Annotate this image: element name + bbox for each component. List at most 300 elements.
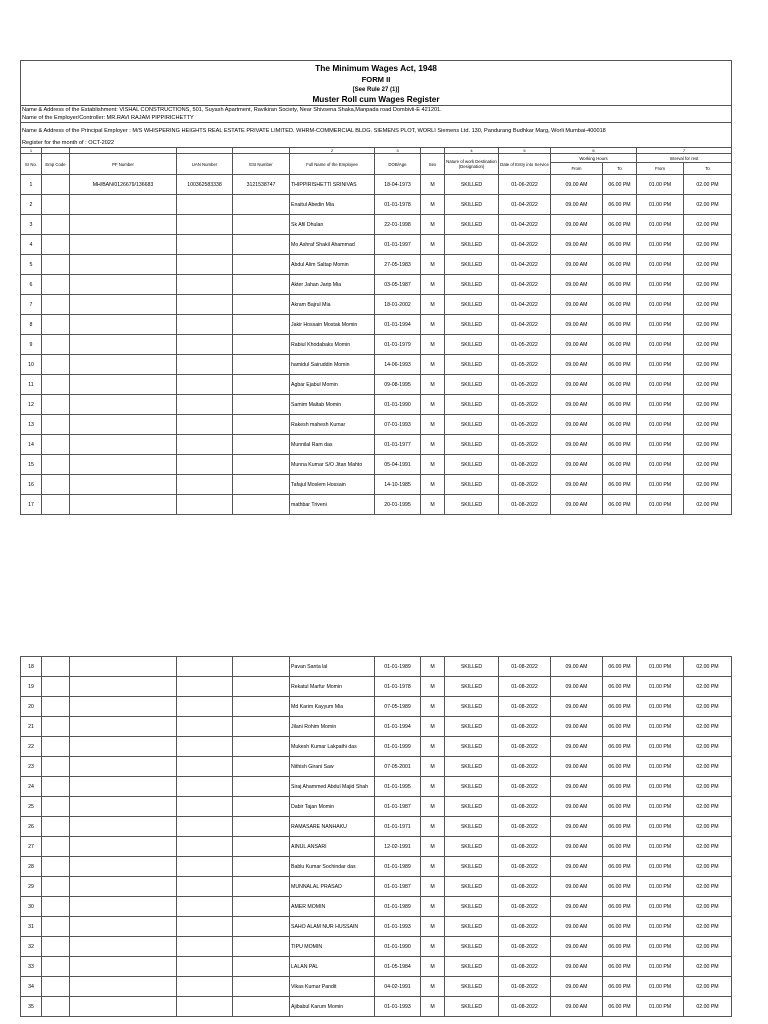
esi-number-cell bbox=[233, 937, 290, 957]
dob-cell: 04-02-1991 bbox=[375, 977, 421, 997]
work-from-cell: 09.00 AM bbox=[551, 797, 603, 817]
table-row bbox=[21, 717, 732, 737]
rest-to-cell: 02.00 PM bbox=[684, 475, 732, 495]
work-from-cell: 09.00 AM bbox=[551, 275, 603, 295]
dob-cell: 18-04-1973 bbox=[375, 175, 421, 195]
nature-of-work-cell: SKILLED bbox=[445, 175, 499, 195]
work-to-cell: 06.00 PM bbox=[603, 897, 637, 917]
pf-number-cell bbox=[70, 215, 177, 235]
emp-code-cell bbox=[42, 295, 70, 315]
esi-number-cell bbox=[233, 195, 290, 215]
esi-number-cell bbox=[233, 977, 290, 997]
date-of-entry-cell: 01-08-2022 bbox=[499, 717, 551, 737]
dob-cell: 01-01-1978 bbox=[375, 195, 421, 215]
date-of-entry-cell: 01-05-2022 bbox=[499, 435, 551, 455]
rest-from-cell: 01.00 PM bbox=[637, 275, 684, 295]
uan-number-cell bbox=[177, 355, 233, 375]
work-to-cell: 06.00 PM bbox=[603, 737, 637, 757]
sex-cell: M bbox=[421, 175, 445, 195]
form-title: FORM II bbox=[21, 74, 732, 85]
dob-cell: 01-01-1978 bbox=[375, 677, 421, 697]
date-of-entry-cell: 01-08-2022 bbox=[499, 957, 551, 977]
work-to-cell: 06.00 PM bbox=[603, 255, 637, 275]
register-title: Muster Roll cum Wages Register bbox=[21, 94, 732, 106]
pf-number-cell bbox=[70, 295, 177, 315]
employee-name-cell: THIPPIRISHETTI SRINIVAS bbox=[290, 175, 375, 195]
pf-number-cell bbox=[70, 375, 177, 395]
pf-number-cell bbox=[70, 235, 177, 255]
nature-of-work-cell: SKILLED bbox=[445, 797, 499, 817]
work-to-cell: 06.00 PM bbox=[603, 355, 637, 375]
work-from-cell: 09.00 AM bbox=[551, 175, 603, 195]
work-to-cell: 06.00 PM bbox=[603, 877, 637, 897]
uan-number-cell bbox=[177, 737, 233, 757]
pf-number-cell bbox=[70, 355, 177, 375]
employee-name-cell: LALAN PAL bbox=[290, 957, 375, 977]
esi-number-cell bbox=[233, 717, 290, 737]
work-from-cell: 09.00 AM bbox=[551, 355, 603, 375]
dob-cell: 01-05-1984 bbox=[375, 957, 421, 977]
work-from-cell: 09.00 AM bbox=[551, 677, 603, 697]
work-to-cell: 06.00 PM bbox=[603, 917, 637, 937]
rest-to-cell: 02.00 PM bbox=[684, 255, 732, 275]
table-row bbox=[21, 175, 732, 195]
esi-number-cell bbox=[233, 215, 290, 235]
work-from-cell: 09.00 AM bbox=[551, 395, 603, 415]
muster-roll-table-page2 bbox=[20, 656, 732, 1017]
emp-code-cell bbox=[42, 455, 70, 475]
esi-number-cell bbox=[233, 315, 290, 335]
nature-of-work-cell: SKILLED bbox=[445, 757, 499, 777]
dob-cell: 12-02-1991 bbox=[375, 837, 421, 857]
work-from-cell: 09.00 AM bbox=[551, 757, 603, 777]
date-of-entry-cell: 01-04-2022 bbox=[499, 275, 551, 295]
emp-code-cell bbox=[42, 395, 70, 415]
uan-number-cell bbox=[177, 997, 233, 1017]
col-header-dob: DOB/Age bbox=[375, 154, 421, 175]
sr-cell: 23 bbox=[21, 757, 42, 777]
pf-number-cell bbox=[70, 255, 177, 275]
date-of-entry-cell: 01-04-2022 bbox=[499, 215, 551, 235]
emp-code-cell bbox=[42, 737, 70, 757]
uan-number-cell bbox=[177, 697, 233, 717]
sr-cell: 8 bbox=[21, 315, 42, 335]
table-row bbox=[21, 235, 732, 255]
emp-code-cell bbox=[42, 837, 70, 857]
work-to-cell: 06.00 PM bbox=[603, 957, 637, 977]
uan-number-cell bbox=[177, 877, 233, 897]
esi-number-cell bbox=[233, 677, 290, 697]
pf-number-cell bbox=[70, 917, 177, 937]
col-header-from: From bbox=[551, 163, 603, 175]
date-of-entry-cell: 01-08-2022 bbox=[499, 737, 551, 757]
table-row bbox=[21, 937, 732, 957]
column-number: 6 bbox=[551, 148, 637, 154]
uan-number-cell bbox=[177, 455, 233, 475]
esi-number-cell bbox=[233, 235, 290, 255]
work-from-cell: 09.00 AM bbox=[551, 857, 603, 877]
emp-code-cell bbox=[42, 495, 70, 515]
nature-of-work-cell: SKILLED bbox=[445, 295, 499, 315]
employee-rows bbox=[21, 657, 732, 1017]
uan-number-cell bbox=[177, 917, 233, 937]
sex-cell: M bbox=[421, 495, 445, 515]
muster-roll-table-page1 bbox=[20, 60, 732, 515]
date-of-entry-cell: 01-08-2022 bbox=[499, 455, 551, 475]
work-from-cell: 09.00 AM bbox=[551, 817, 603, 837]
work-from-cell: 09.00 AM bbox=[551, 315, 603, 335]
date-of-entry-cell: 01-05-2022 bbox=[499, 335, 551, 355]
principal-employer-info: Name & Address of the Principal Employer : M/S WHISPERING HEIGHTS REAL ESTATE PRIVATE LIMITED. WHRM-COMMERCIAL BLDG. SIEMENS PLOT, WORLI Siemens Ltd. 130, Pandurang Budhkar Marg, Worli Mumbai-400018 bbox=[21, 123, 732, 140]
date-of-entry-cell: 01-08-2022 bbox=[499, 475, 551, 495]
esi-number-cell bbox=[233, 897, 290, 917]
sr-cell: 34 bbox=[21, 977, 42, 997]
pf-number-cell bbox=[70, 717, 177, 737]
table-row bbox=[21, 355, 732, 375]
work-to-cell: 06.00 PM bbox=[603, 175, 637, 195]
sr-cell: 31 bbox=[21, 917, 42, 937]
esi-number-cell bbox=[233, 917, 290, 937]
rest-to-cell: 02.00 PM bbox=[684, 897, 732, 917]
uan-number-cell bbox=[177, 837, 233, 857]
dob-cell: 01-01-1994 bbox=[375, 717, 421, 737]
rest-to-cell: 02.00 PM bbox=[684, 697, 732, 717]
work-from-cell: 09.00 AM bbox=[551, 937, 603, 957]
sr-cell: 4 bbox=[21, 235, 42, 255]
nature-of-work-cell: SKILLED bbox=[445, 777, 499, 797]
esi-number-cell bbox=[233, 797, 290, 817]
nature-of-work-cell: SKILLED bbox=[445, 877, 499, 897]
sex-cell: M bbox=[421, 737, 445, 757]
col-header-emp-code: Emp Code bbox=[42, 154, 70, 175]
nature-of-work-cell: SKILLED bbox=[445, 717, 499, 737]
rest-from-cell: 01.00 PM bbox=[637, 997, 684, 1017]
uan-number-cell bbox=[177, 195, 233, 215]
dob-cell: 01-01-1999 bbox=[375, 737, 421, 757]
sr-cell: 32 bbox=[21, 937, 42, 957]
esi-number-cell bbox=[233, 817, 290, 837]
table-row bbox=[21, 215, 732, 235]
rest-from-cell: 01.00 PM bbox=[637, 937, 684, 957]
rest-from-cell: 01.00 PM bbox=[637, 897, 684, 917]
sex-cell: M bbox=[421, 455, 445, 475]
work-to-cell: 06.00 PM bbox=[603, 195, 637, 215]
employee-name-cell: Munnilal Ram das bbox=[290, 435, 375, 455]
employer-info: Name of the Employer/Controller: MR.RAVI RAJAM PIPPIRICHETTY bbox=[21, 114, 732, 123]
uan-number-cell bbox=[177, 677, 233, 697]
sex-cell: M bbox=[421, 395, 445, 415]
sr-cell: 26 bbox=[21, 817, 42, 837]
sr-cell: 27 bbox=[21, 837, 42, 857]
table-row bbox=[21, 977, 732, 997]
work-from-cell: 09.00 AM bbox=[551, 997, 603, 1017]
pf-number-cell bbox=[70, 415, 177, 435]
sex-cell: M bbox=[421, 717, 445, 737]
table-row bbox=[21, 657, 732, 677]
col-header-sex: Sex bbox=[421, 154, 445, 175]
emp-code-cell bbox=[42, 917, 70, 937]
work-to-cell: 06.00 PM bbox=[603, 495, 637, 515]
emp-code-cell bbox=[42, 255, 70, 275]
emp-code-cell bbox=[42, 677, 70, 697]
emp-code-cell bbox=[42, 275, 70, 295]
nature-of-work-cell: SKILLED bbox=[445, 395, 499, 415]
esi-number-cell bbox=[233, 275, 290, 295]
rest-to-cell: 02.00 PM bbox=[684, 495, 732, 515]
employee-name-cell: Samim Maltab Momin bbox=[290, 395, 375, 415]
rest-from-cell: 01.00 PM bbox=[637, 697, 684, 717]
nature-of-work-cell: SKILLED bbox=[445, 435, 499, 455]
dob-cell: 01-01-1987 bbox=[375, 797, 421, 817]
rest-from-cell: 01.00 PM bbox=[637, 677, 684, 697]
date-of-entry-cell: 01-08-2022 bbox=[499, 797, 551, 817]
sr-cell: 17 bbox=[21, 495, 42, 515]
sr-cell: 11 bbox=[21, 375, 42, 395]
work-to-cell: 06.00 PM bbox=[603, 817, 637, 837]
sr-cell: 33 bbox=[21, 957, 42, 977]
sex-cell: M bbox=[421, 957, 445, 977]
work-to-cell: 06.00 PM bbox=[603, 757, 637, 777]
employee-name-cell: Rakesh mahesh Kumar bbox=[290, 415, 375, 435]
date-of-entry-cell: 01-08-2022 bbox=[499, 977, 551, 997]
rest-from-cell: 01.00 PM bbox=[637, 395, 684, 415]
uan-number-cell bbox=[177, 335, 233, 355]
work-from-cell: 09.00 AM bbox=[551, 917, 603, 937]
work-from-cell: 09.00 AM bbox=[551, 717, 603, 737]
rest-to-cell: 02.00 PM bbox=[684, 295, 732, 315]
column-number: 4 bbox=[445, 148, 499, 154]
date-of-entry-cell: 01-08-2022 bbox=[499, 697, 551, 717]
rest-from-cell: 01.00 PM bbox=[637, 375, 684, 395]
work-to-cell: 06.00 PM bbox=[603, 235, 637, 255]
employee-name-cell: Tafajul Moslem Hossain bbox=[290, 475, 375, 495]
register-month: Register for the month of : OCT-2022 bbox=[21, 139, 732, 148]
uan-number-cell bbox=[177, 295, 233, 315]
sr-cell: 5 bbox=[21, 255, 42, 275]
rest-from-cell: 01.00 PM bbox=[637, 717, 684, 737]
work-to-cell: 06.00 PM bbox=[603, 455, 637, 475]
uan-number-cell bbox=[177, 475, 233, 495]
uan-number-cell bbox=[177, 275, 233, 295]
table-row bbox=[21, 375, 732, 395]
rest-to-cell: 02.00 PM bbox=[684, 395, 732, 415]
nature-of-work-cell: SKILLED bbox=[445, 355, 499, 375]
uan-number-cell bbox=[177, 717, 233, 737]
rest-to-cell: 02.00 PM bbox=[684, 717, 732, 737]
employee-name-cell: Siraj Ahammed Abdul Majid Shah bbox=[290, 777, 375, 797]
sex-cell: M bbox=[421, 877, 445, 897]
emp-code-cell bbox=[42, 997, 70, 1017]
col-header-to: To bbox=[603, 163, 637, 175]
col-header-to: To bbox=[684, 163, 732, 175]
work-to-cell: 06.00 PM bbox=[603, 937, 637, 957]
sr-cell: 7 bbox=[21, 295, 42, 315]
emp-code-cell bbox=[42, 957, 70, 977]
rest-from-cell: 01.00 PM bbox=[637, 797, 684, 817]
date-of-entry-cell: 01-04-2022 bbox=[499, 195, 551, 215]
dob-cell: 22-01-1998 bbox=[375, 215, 421, 235]
rest-to-cell: 02.00 PM bbox=[684, 917, 732, 937]
rest-to-cell: 02.00 PM bbox=[684, 355, 732, 375]
emp-code-cell bbox=[42, 657, 70, 677]
nature-of-work-cell: SKILLED bbox=[445, 897, 499, 917]
sex-cell: M bbox=[421, 677, 445, 697]
nature-of-work-cell: SKILLED bbox=[445, 195, 499, 215]
rest-to-cell: 02.00 PM bbox=[684, 777, 732, 797]
sex-cell: M bbox=[421, 837, 445, 857]
pf-number-cell bbox=[70, 797, 177, 817]
uan-number-cell bbox=[177, 977, 233, 997]
sr-cell: 24 bbox=[21, 777, 42, 797]
uan-number-cell bbox=[177, 857, 233, 877]
work-to-cell: 06.00 PM bbox=[603, 295, 637, 315]
rest-to-cell: 02.00 PM bbox=[684, 315, 732, 335]
esi-number-cell bbox=[233, 997, 290, 1017]
dob-cell: 01-01-1990 bbox=[375, 395, 421, 415]
sex-cell: M bbox=[421, 857, 445, 877]
work-to-cell: 06.00 PM bbox=[603, 657, 637, 677]
esi-number-cell: 3121538747 bbox=[233, 175, 290, 195]
nature-of-work-cell: SKILLED bbox=[445, 977, 499, 997]
nature-of-work-cell: SKILLED bbox=[445, 215, 499, 235]
uan-number-cell bbox=[177, 395, 233, 415]
work-to-cell: 06.00 PM bbox=[603, 697, 637, 717]
column-number: 5 bbox=[499, 148, 551, 154]
uan-number-cell bbox=[177, 957, 233, 977]
dob-cell: 07-01-1993 bbox=[375, 415, 421, 435]
table-row bbox=[21, 777, 732, 797]
nature-of-work-cell: SKILLED bbox=[445, 697, 499, 717]
pf-number-cell bbox=[70, 195, 177, 215]
dob-cell: 14-06-1993 bbox=[375, 355, 421, 375]
employee-name-cell: RAMASARE NANHAKU bbox=[290, 817, 375, 837]
table-row bbox=[21, 275, 732, 295]
esi-number-cell bbox=[233, 697, 290, 717]
work-to-cell: 06.00 PM bbox=[603, 275, 637, 295]
rest-to-cell: 02.00 PM bbox=[684, 857, 732, 877]
rule-reference: [See Rule 27 (1)] bbox=[21, 85, 732, 94]
dob-cell: 01-01-1995 bbox=[375, 777, 421, 797]
table-row bbox=[21, 415, 732, 435]
sr-cell: 20 bbox=[21, 697, 42, 717]
uan-number-cell: 100362583338 bbox=[177, 175, 233, 195]
emp-code-cell bbox=[42, 857, 70, 877]
esi-number-cell bbox=[233, 455, 290, 475]
employee-name-cell: MUNNALAL PRASAD bbox=[290, 877, 375, 897]
date-of-entry-cell: 01-05-2022 bbox=[499, 395, 551, 415]
esi-number-cell bbox=[233, 255, 290, 275]
rest-to-cell: 02.00 PM bbox=[684, 455, 732, 475]
table-row bbox=[21, 677, 732, 697]
rest-from-cell: 01.00 PM bbox=[637, 977, 684, 997]
pf-number-cell bbox=[70, 937, 177, 957]
sex-cell: M bbox=[421, 757, 445, 777]
column-number: 2 bbox=[290, 148, 375, 154]
rest-to-cell: 02.00 PM bbox=[684, 957, 732, 977]
nature-of-work-cell: SKILLED bbox=[445, 857, 499, 877]
employee-name-cell: Enaitul Abedin Mia bbox=[290, 195, 375, 215]
date-of-entry-cell: 01-08-2022 bbox=[499, 997, 551, 1017]
nature-of-work-cell: SKILLED bbox=[445, 315, 499, 335]
nature-of-work-cell: SKILLED bbox=[445, 255, 499, 275]
work-to-cell: 06.00 PM bbox=[603, 857, 637, 877]
dob-cell: 01-01-1993 bbox=[375, 997, 421, 1017]
esi-number-cell bbox=[233, 837, 290, 857]
employee-name-cell: Munna Kumar S/O Jitan Mahto bbox=[290, 455, 375, 475]
nature-of-work-cell: SKILLED bbox=[445, 657, 499, 677]
date-of-entry-cell: 01-08-2022 bbox=[499, 897, 551, 917]
date-of-entry-cell: 01-08-2022 bbox=[499, 495, 551, 515]
col-header-nature: Nature of work Destination (Designation) bbox=[445, 154, 499, 175]
rest-from-cell: 01.00 PM bbox=[637, 355, 684, 375]
col-header-sr: Sr No. bbox=[21, 154, 42, 175]
sex-cell: M bbox=[421, 415, 445, 435]
pf-number-cell bbox=[70, 677, 177, 697]
rest-from-cell: 01.00 PM bbox=[637, 175, 684, 195]
emp-code-cell bbox=[42, 977, 70, 997]
dob-cell: 05-04-1991 bbox=[375, 455, 421, 475]
employee-name-cell: hamidul Sairuddin Momin bbox=[290, 355, 375, 375]
uan-number-cell bbox=[177, 215, 233, 235]
pf-number-cell bbox=[70, 475, 177, 495]
esi-number-cell bbox=[233, 657, 290, 677]
pf-number-cell: MH/BAN/0126679/136683 bbox=[70, 175, 177, 195]
work-to-cell: 06.00 PM bbox=[603, 837, 637, 857]
rest-from-cell: 01.00 PM bbox=[637, 315, 684, 335]
sr-cell: 18 bbox=[21, 657, 42, 677]
employee-name-cell: SAHO ALAM NUR HUSSAIN bbox=[290, 917, 375, 937]
esi-number-cell bbox=[233, 475, 290, 495]
sex-cell: M bbox=[421, 355, 445, 375]
sr-cell: 1 bbox=[21, 175, 42, 195]
work-to-cell: 06.00 PM bbox=[603, 717, 637, 737]
nature-of-work-cell: SKILLED bbox=[445, 937, 499, 957]
employee-name-cell: Sk Afil Dhulan bbox=[290, 215, 375, 235]
emp-code-cell bbox=[42, 435, 70, 455]
dob-cell: 01-01-1997 bbox=[375, 235, 421, 255]
rest-from-cell: 01.00 PM bbox=[637, 455, 684, 475]
emp-code-cell bbox=[42, 335, 70, 355]
emp-code-cell bbox=[42, 195, 70, 215]
employee-name-cell: Jilani Rohim Momin bbox=[290, 717, 375, 737]
emp-code-cell bbox=[42, 777, 70, 797]
uan-number-cell bbox=[177, 495, 233, 515]
employee-name-cell: Akter Jahan Jarip Mia bbox=[290, 275, 375, 295]
pf-number-cell bbox=[70, 817, 177, 837]
emp-code-cell bbox=[42, 375, 70, 395]
sex-cell: M bbox=[421, 375, 445, 395]
table-row bbox=[21, 195, 732, 215]
rest-to-cell: 02.00 PM bbox=[684, 837, 732, 857]
employee-name-cell: Mo Ashraf Shakil Ahammad bbox=[290, 235, 375, 255]
work-to-cell: 06.00 PM bbox=[603, 797, 637, 817]
rest-from-cell: 01.00 PM bbox=[637, 235, 684, 255]
esi-number-cell bbox=[233, 355, 290, 375]
col-header-name: Full Name of the Employee bbox=[290, 154, 375, 175]
emp-code-cell bbox=[42, 797, 70, 817]
date-of-entry-cell: 01-04-2022 bbox=[499, 315, 551, 335]
employee-name-cell: Akram Bajrul Mia bbox=[290, 295, 375, 315]
sex-cell: M bbox=[421, 255, 445, 275]
employee-name-cell: Pavan Santa lal bbox=[290, 657, 375, 677]
date-of-entry-cell: 01-04-2022 bbox=[499, 295, 551, 315]
uan-number-cell bbox=[177, 657, 233, 677]
dob-cell: 14-10-1985 bbox=[375, 475, 421, 495]
sex-cell: M bbox=[421, 777, 445, 797]
table-row bbox=[21, 255, 732, 275]
column-number: 1 bbox=[21, 148, 42, 154]
uan-number-cell bbox=[177, 235, 233, 255]
